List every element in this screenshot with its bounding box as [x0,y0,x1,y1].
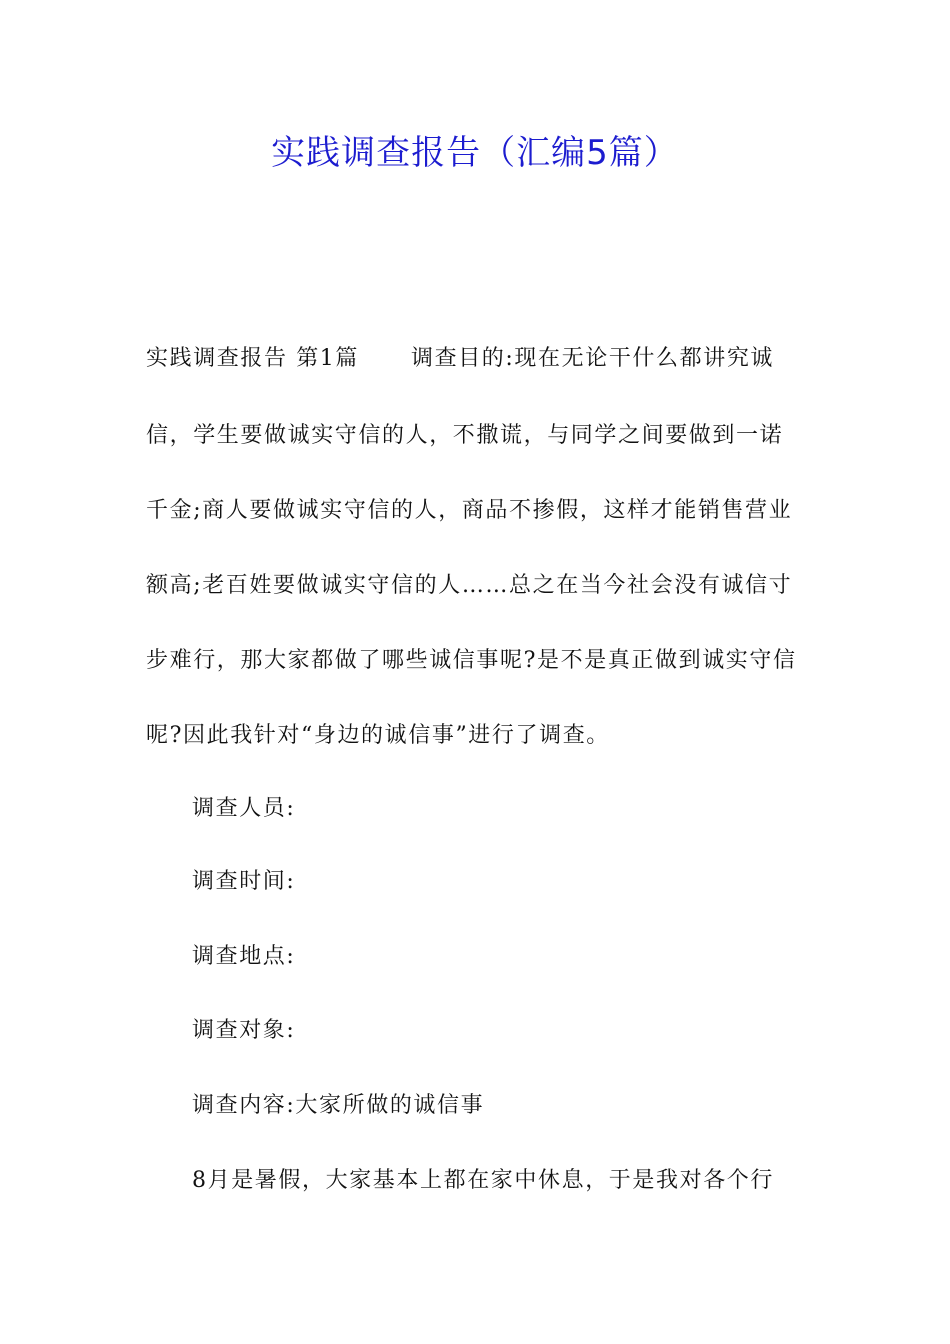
field-subjects: 调查对象: [192,1018,296,1043]
body-text-line: 额高;老百姓要做诚实守信的人……总之在当今社会没有诚信寸 [146,573,793,598]
body-text-line: 千金;商人要做诚实守信的人，商品不掺假，这样才能销售营业 [146,498,793,523]
field-location: 调查地点: [192,944,296,969]
body-text-line: 调查目的:现在无论干什么都讲究诚 [411,346,775,371]
body-text-line: 信，学生要做诚实守信的人，不撒谎，与同学之间要做到一诺 [146,423,784,448]
paragraph-second-first-line: 8月是暑假，大家基本上都在家中休息，于是我对各个行 [192,1168,774,1193]
body-text-line: 呢?因此我针对“身边的诚信事”进行了调查。 [146,723,610,748]
field-content: 调查内容:大家所做的诚信事 [192,1093,485,1118]
body-text-line: 步难行，那大家都做了哪些诚信事呢?是不是真正做到诚实守信 [146,648,797,673]
paragraph-first-line [146,339,806,379]
section-heading: 实践调查报告 第1篇 [146,346,359,371]
field-investigators: 调查人员: [192,796,296,821]
document-title: 实践调查报告（汇编5篇） [271,133,679,173]
field-time: 调查时间: [192,869,296,894]
